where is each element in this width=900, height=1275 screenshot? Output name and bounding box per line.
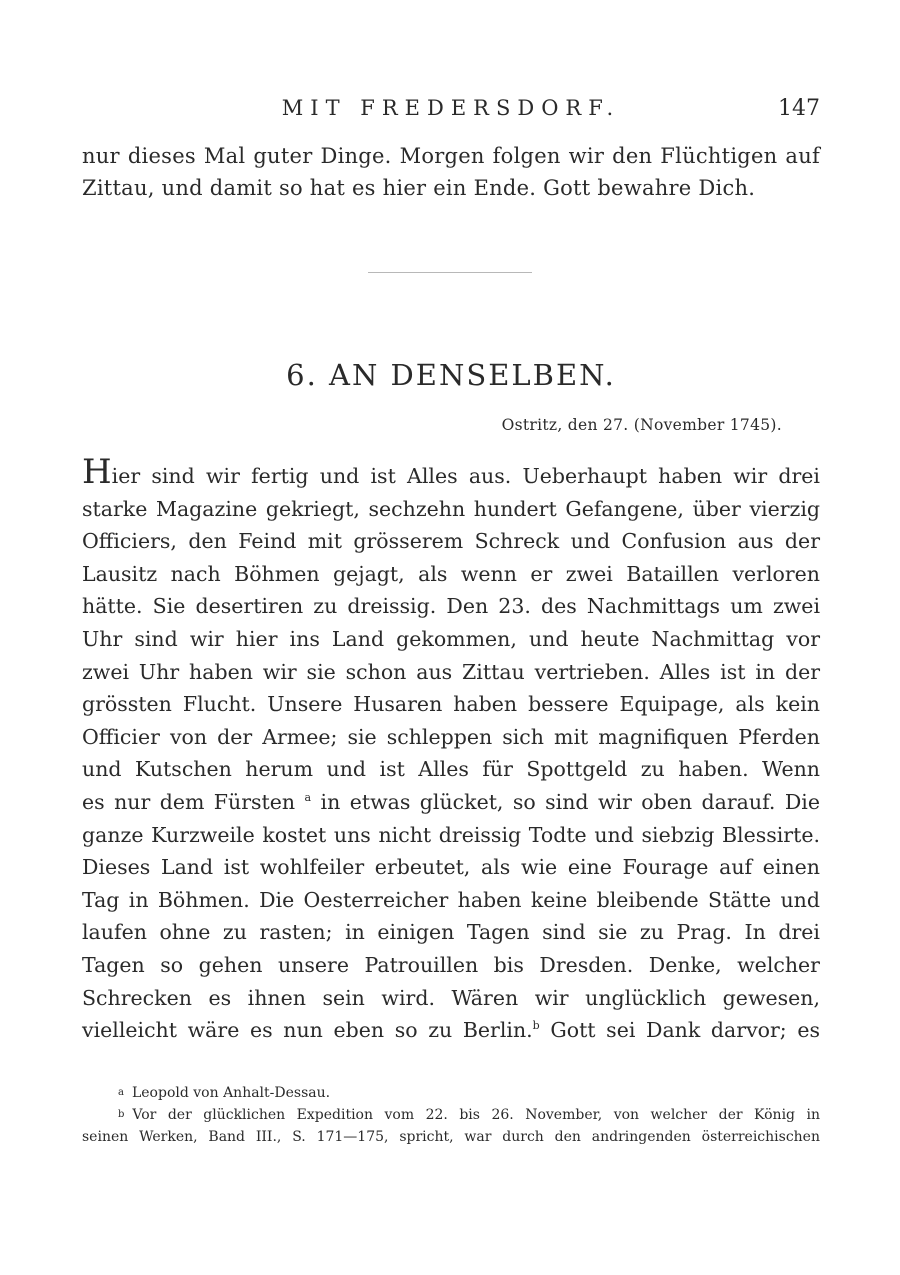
section-divider <box>368 272 532 273</box>
drop-cap: H <box>82 452 112 492</box>
body-line: Dieses Land ist wohlfeiler erbeutet, als wie eine Fourage auf einen <box>82 855 820 880</box>
body-line-text: ier sind wir fertig und ist Alles aus. Ueberhaupt haben wir drei <box>111 464 820 488</box>
body-line-text: es nur dem Fürsten <box>82 789 296 814</box>
page-number: 147 <box>778 96 820 121</box>
body-line <box>82 452 820 493</box>
footnote-b-continuation: seinen Werken, Band III., S. 171—175, spricht, war durch den andringenden österreichischen <box>82 1129 820 1145</box>
footnote-b <box>82 1104 820 1126</box>
body-line: Lausitz nach Böhmen gejagt, als wenn er zwei Bataillen verloren <box>82 561 820 586</box>
footnote-mark-b: b <box>118 1109 125 1120</box>
body-line-text: in etwas glücket, so sind wir oben darauf. Die <box>311 789 820 814</box>
footnote-ref-b[interactable]: b <box>532 1019 540 1033</box>
footnote-text: Leopold von Anhalt-Dessau. <box>131 1085 331 1101</box>
body-line: und Kutschen herum und ist Alles für Spottgeld zu haben. Wenn <box>82 757 820 782</box>
footnote-a <box>82 1082 820 1104</box>
letter-heading: 6. AN DENSELBEN. <box>286 358 616 392</box>
footnote-ref-a[interactable]: a <box>304 790 312 804</box>
body-line: Tagen so gehen unsere Patrouillen bis Dresden. Denke, welcher <box>82 952 820 977</box>
footnote-mark-a: a <box>118 1087 124 1098</box>
body-line: starke Magazine gekriegt, sechzehn hundert Gefangene, über vierzig <box>82 496 820 521</box>
body-line: ganze Kurzweile kostet uns nicht dreissig Todte und siebzig Blessirte. <box>82 822 820 847</box>
carryover-line: Zittau, und damit so hat es hier ein Ende. Gott bewahre Dich. <box>82 176 756 200</box>
running-head <box>82 96 820 126</box>
carryover-paragraph <box>82 140 820 204</box>
body-line: laufen ohne zu rasten; in einigen Tagen sind sie zu Prag. In drei <box>82 920 820 945</box>
footnotes <box>82 1082 820 1148</box>
body-line: hätte. Sie desertiren zu dreissig. Den 23. des Nachmittags um zwei <box>82 594 820 619</box>
body-line: Schrecken es ihnen sein wird. Wären wir unglücklich gewesen, <box>82 985 820 1010</box>
carryover-line: nur dieses Mal guter Dinge. Morgen folgen wir den Flüchtigen auf <box>82 144 820 168</box>
letter-body <box>82 452 820 1047</box>
running-title: MIT FREDERSDORF. <box>281 96 621 120</box>
body-line: Uhr sind wir hier ins Land gekommen, und heute Nachmittag vor <box>82 626 820 651</box>
body-line <box>82 786 820 819</box>
letter-dateline: Ostritz, den 27. (November 1745). <box>501 416 782 434</box>
body-line: Officier von der Armee; sie schleppen sich mit magnifiquen Pferden <box>82 724 820 749</box>
body-line: Officiers, den Feind mit grösserem Schreck und Confusion aus der <box>82 529 820 554</box>
body-line: zwei Uhr haben wir sie schon aus Zittau vertrieben. Alles ist in der <box>82 659 820 684</box>
body-line-text: Gott sei Dank darvor; es <box>539 1018 820 1043</box>
footnote-text: Vor der glücklichen Expedition vom 22. bis 26. November, von welcher der König in <box>132 1107 820 1123</box>
body-line: Tag in Böhmen. Die Oesterreicher haben keine bleibende Stätte und <box>82 887 820 912</box>
body-line-text: vielleicht wäre es nun eben so zu Berlin. <box>82 1018 533 1043</box>
body-line <box>82 1014 820 1047</box>
body-line: grössten Flucht. Unsere Husaren haben bessere Equipage, als kein <box>82 692 820 717</box>
